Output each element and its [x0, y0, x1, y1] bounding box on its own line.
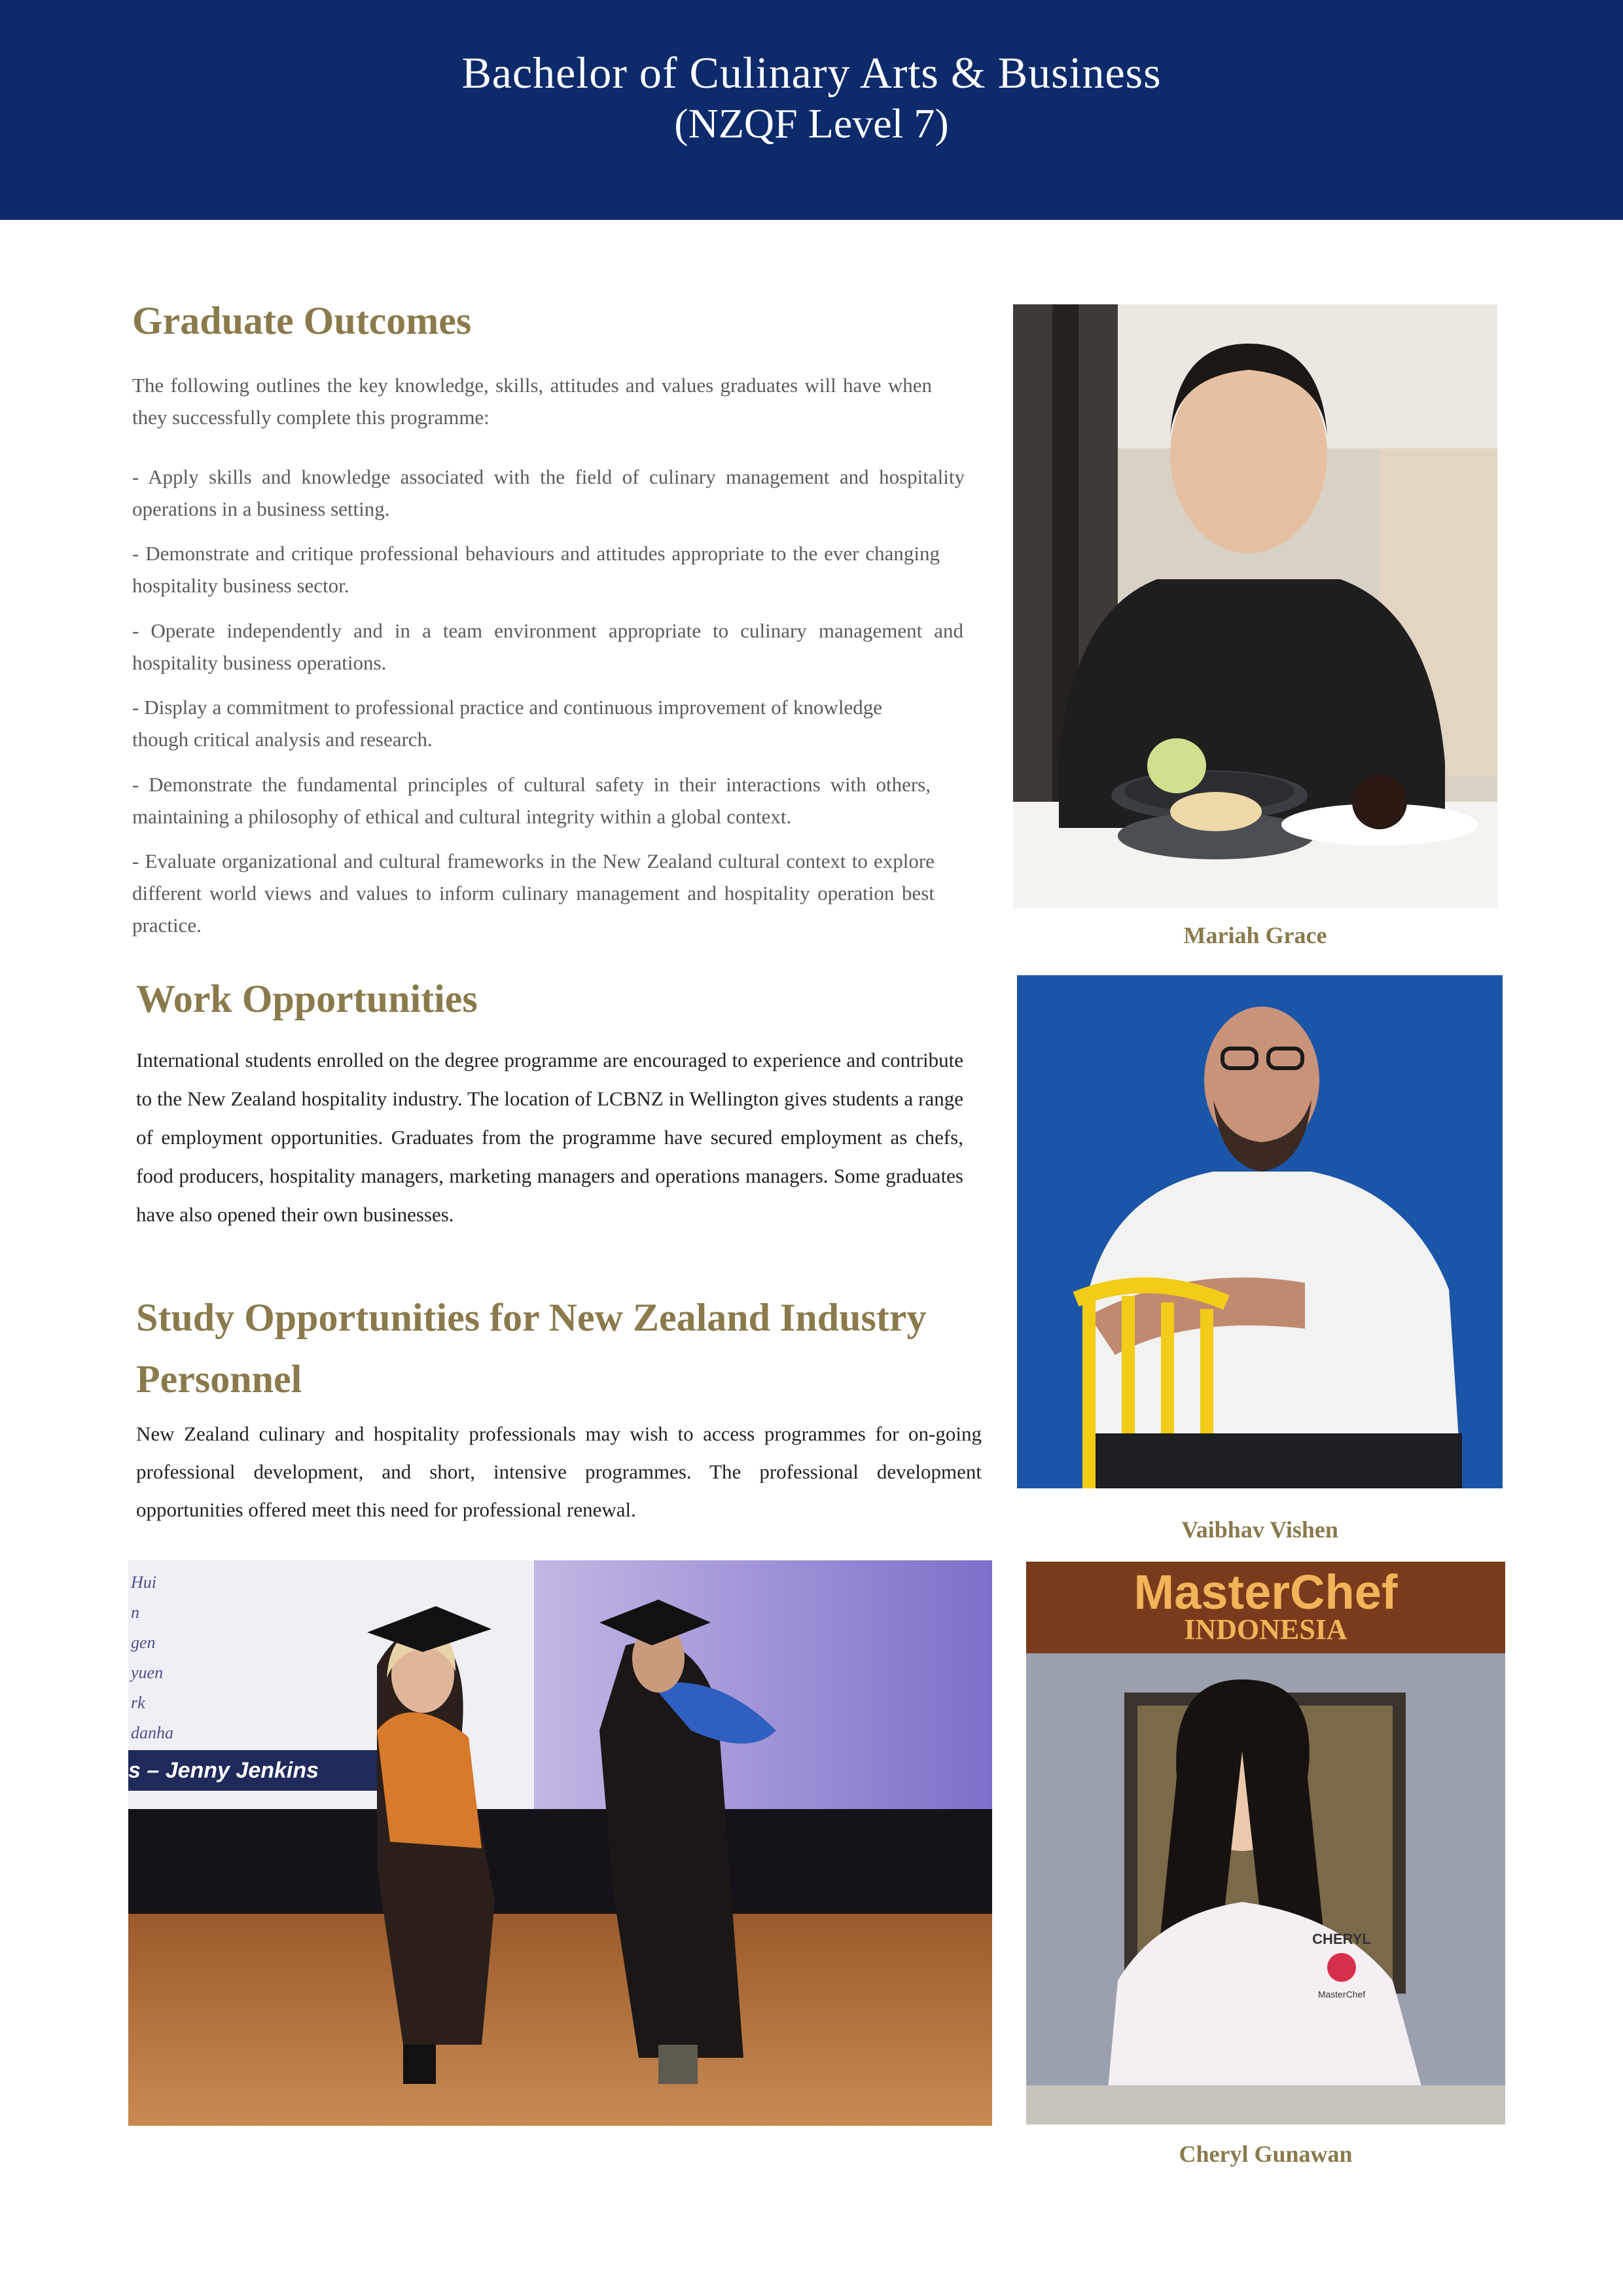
cheryl-gunawan-caption: Cheryl Gunawan: [1179, 2141, 1353, 2167]
vaibhav-vishen-photo: [1017, 975, 1503, 1488]
graduation-image: [128, 1560, 992, 2126]
graduate-outcomes-heading: Graduate Outcomes: [132, 299, 472, 342]
programme-level: (NZQF Level 7): [674, 100, 949, 147]
outcome-item: - Operate independently and in a team environment appropriate to culinary management and hospitality business operations.: [132, 619, 963, 674]
outcome-item: - Demonstrate and critique professional behaviours and attitudes appropriate to the ever changing hospitality business sector.: [132, 542, 940, 597]
screen-name: danha: [131, 1723, 173, 1742]
mariah-grace-caption: Mariah Grace: [1183, 922, 1327, 948]
graduate-outcomes-intro: The following outlines the key knowledge, skills, attitudes and values graduates will have when they successfully complete this programme:: [132, 374, 932, 429]
study-opportunities-body: New Zealand culinary and hospitality professionals may wish to access programmes for on-going professional development, and short, intensive programmes. The professional development opportunities offered meet this need for professional renewal.: [136, 1422, 982, 1521]
vaibhav-vishen-caption: Vaibhav Vishen: [1181, 1516, 1338, 1543]
coat-name-label: CHERYL: [1312, 1931, 1371, 1947]
programme-title: Bachelor of Culinary Arts & Business: [461, 48, 1162, 98]
screen-name: rk: [131, 1693, 145, 1712]
outcome-item: - Demonstrate the fundamental principles of cultural safety in their interactions with others, maintaining a philosophy of ethical and cultural integrity within a global context.: [132, 773, 931, 828]
screen-name: n: [131, 1603, 139, 1622]
chef-portrait-image: [1017, 975, 1503, 1488]
cheryl-gunawan-photo: [1026, 1562, 1505, 2125]
work-opportunities-heading: Work Opportunities: [136, 977, 478, 1020]
coat-logo-label: MasterChef: [1317, 1989, 1366, 2000]
page-header: [0, 0, 1623, 220]
mariah-grace-photo: [1013, 304, 1497, 908]
masterchef-sign: MasterChef: [1133, 1565, 1398, 1619]
screen-banner: s – Jenny Jenkins: [128, 1758, 319, 1783]
study-opportunities-heading: Study Opportunities for New Zealand Industry Personnel: [136, 1296, 927, 1401]
outcome-item: - Evaluate organizational and cultural frameworks in the New Zealand cultural context to explore different world views and values to inform culinary management and hospitality operation best practice.: [132, 850, 935, 937]
chef-portrait-image: [1013, 304, 1497, 908]
graduation-ceremony-photo: [128, 1560, 992, 2126]
outcome-item: - Display a commitment to professional practice and continuous improvement of knowledge though critical analysis and research.: [132, 696, 882, 751]
screen-name: yuen: [131, 1663, 164, 1682]
masterchef-sign-country: INDONESIA: [1184, 1613, 1347, 1645]
outcome-item: - Apply skills and knowledge associated with the field of culinary management and hospitality operations in a business setting.: [132, 465, 965, 520]
work-opportunities-body: International students enrolled on the degree programme are encouraged to experience and contribute to the New Zealand hospitality industry. The location of LCBNZ in Wellington gives students a range of employment opportunities. Graduates from the programme have secured employment as chefs, food producers, hospitality managers, marketing managers and operations managers. Some graduates have also opened their own businesses.: [136, 1049, 963, 1226]
masterchef-portrait-image: [1026, 1562, 1505, 2125]
screen-name: gen: [131, 1633, 156, 1652]
screen-name: Hui: [131, 1573, 156, 1592]
